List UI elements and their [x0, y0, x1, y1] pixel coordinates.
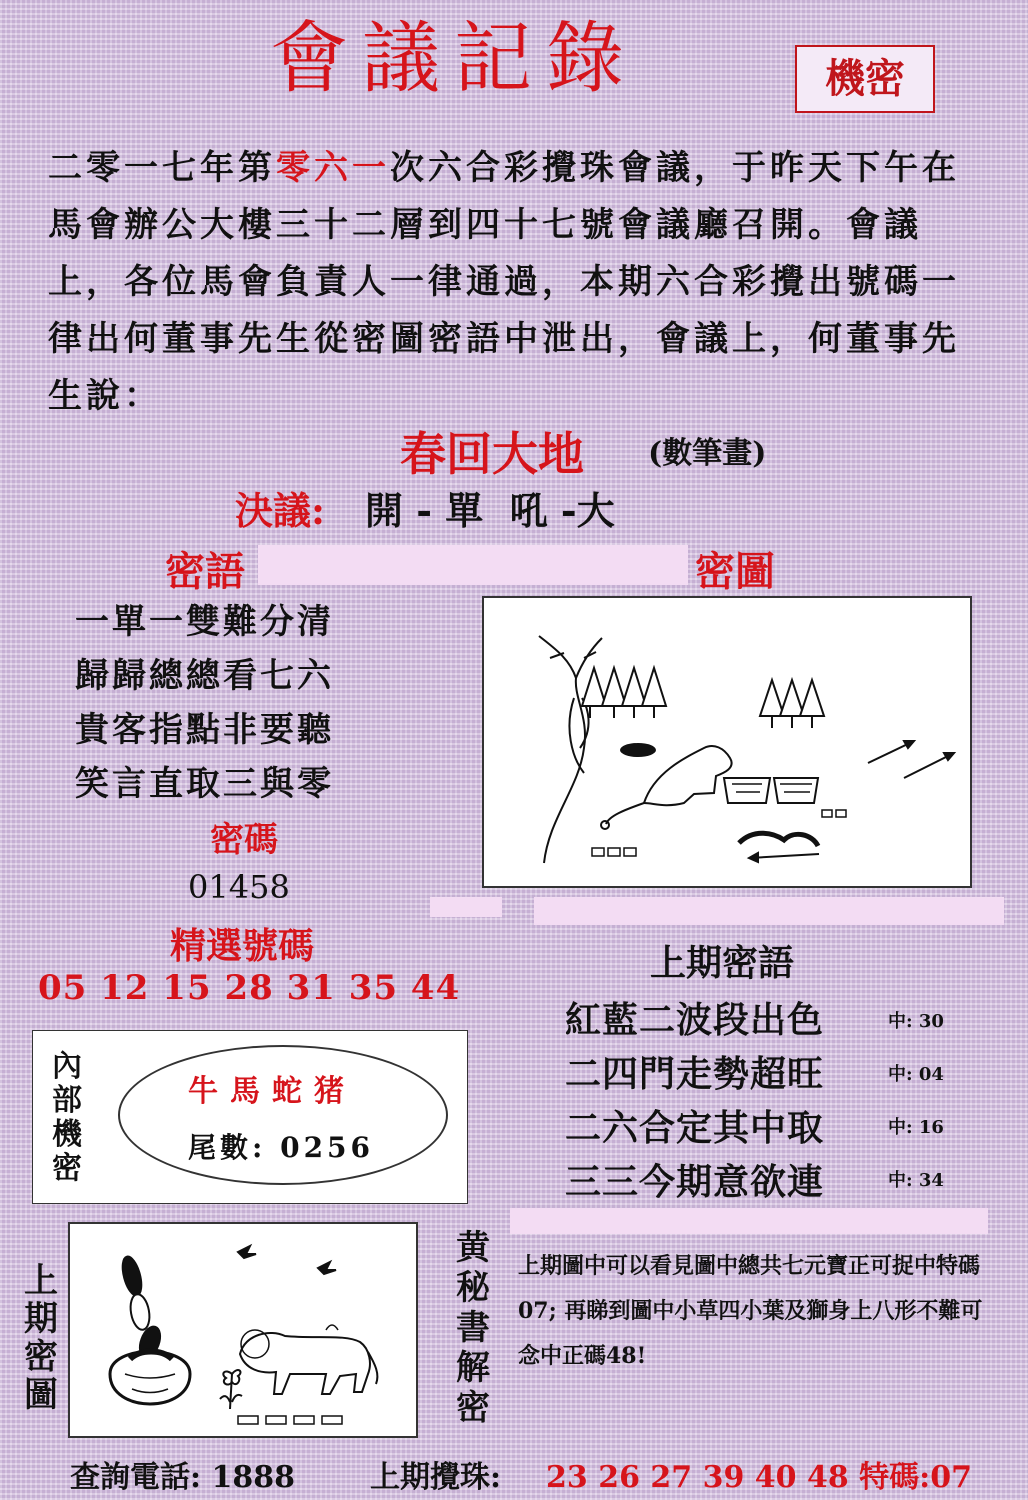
confidential-badge: 機密 — [795, 45, 935, 113]
riddle-poem — [75, 595, 334, 811]
zodiac-picks: 牛馬蛇猪 — [188, 1074, 356, 1109]
selected-numbers: 05 12 15 28 31 35 44 — [38, 968, 461, 1008]
pink-highlight-bar-small — [430, 897, 502, 917]
theme-phrase: 春回大地 — [400, 427, 584, 481]
last-riddle-line: 二六合定其中取 — [565, 1107, 825, 1149]
last-riddle-hit: 中: 04 — [888, 1064, 944, 1085]
code-label: 密碼 — [210, 820, 278, 860]
pink-highlight-bar — [534, 897, 1004, 925]
last-riddle-line: 紅藍二波段出色 — [565, 999, 825, 1041]
poem-line: 一單一雙難分清 — [75, 602, 334, 642]
tail-digits: 尾數: 0256 — [188, 1131, 375, 1164]
last-picture — [68, 1222, 418, 1438]
riddle-label: 密語 — [165, 548, 245, 595]
poem-line: 笑言直取三與零 — [75, 764, 334, 804]
footer-last-draw-numbers: 23 26 27 39 40 48 特碼:07 — [546, 1460, 972, 1495]
poem-line: 貴客指點非要聽 — [75, 710, 334, 750]
last-riddle-label: 上期密語 — [650, 942, 795, 984]
resolution-label: 決議: — [235, 488, 326, 533]
riddle-picture — [482, 596, 972, 888]
theme-note: (數筆畫) — [648, 436, 767, 471]
last-picture-label: 上期密圖 — [24, 1261, 58, 1415]
intro-paragraph — [48, 140, 988, 425]
footer-phone: 查詢電話: 1888 — [70, 1460, 296, 1495]
last-riddle-line: 二四門走勢超旺 — [565, 1053, 825, 1095]
last-riddle-hit: 中: 30 — [888, 1011, 944, 1032]
riddle-illustration — [484, 598, 970, 886]
last-picture-illustration — [70, 1224, 416, 1436]
intro-part1: 二零一七年第 — [48, 148, 276, 188]
issue-number: 零六一 — [276, 148, 390, 188]
secretary-decode-label: 黄秘書解密 — [456, 1228, 490, 1428]
pink-highlight-bar — [510, 1208, 988, 1234]
selected-numbers-label: 精選號碼 — [170, 925, 315, 967]
secretary-explanation: 上期圖中可以看見圖中總共七元寶正可捉中特碼07; 再睇到圖中小草四小葉及獅身上八形不難可念中正碼48! — [518, 1253, 983, 1369]
code-value: 01458 — [188, 868, 290, 906]
resolution-value: 開 - 單 吼 -大 — [365, 488, 615, 533]
last-riddle-hit: 中: 34 — [888, 1170, 944, 1191]
intro-part2: 次六合彩攪珠會議，于昨天下午在馬會辦公大樓三十二層到四十七號會議廳召開。會議上，各位馬會負責人一律通過，本期六合彩攪出號碼一律出何董事先生從密圖密語中泄出，會議上，何董事先生說： — [48, 148, 960, 416]
last-riddle-line: 三三今期意欲連 — [565, 1161, 825, 1203]
poem-line: 歸歸總總看七六 — [75, 656, 334, 696]
inner-secret-label: 內部機密 — [52, 1049, 82, 1186]
picture-label: 密圖 — [695, 548, 775, 595]
pink-highlight-bar — [258, 545, 688, 585]
last-riddle-hit: 中: 16 — [888, 1117, 944, 1138]
footer-last-draw-label: 上期攪珠: — [370, 1460, 502, 1495]
page-title: 會議記錄 — [270, 14, 639, 104]
